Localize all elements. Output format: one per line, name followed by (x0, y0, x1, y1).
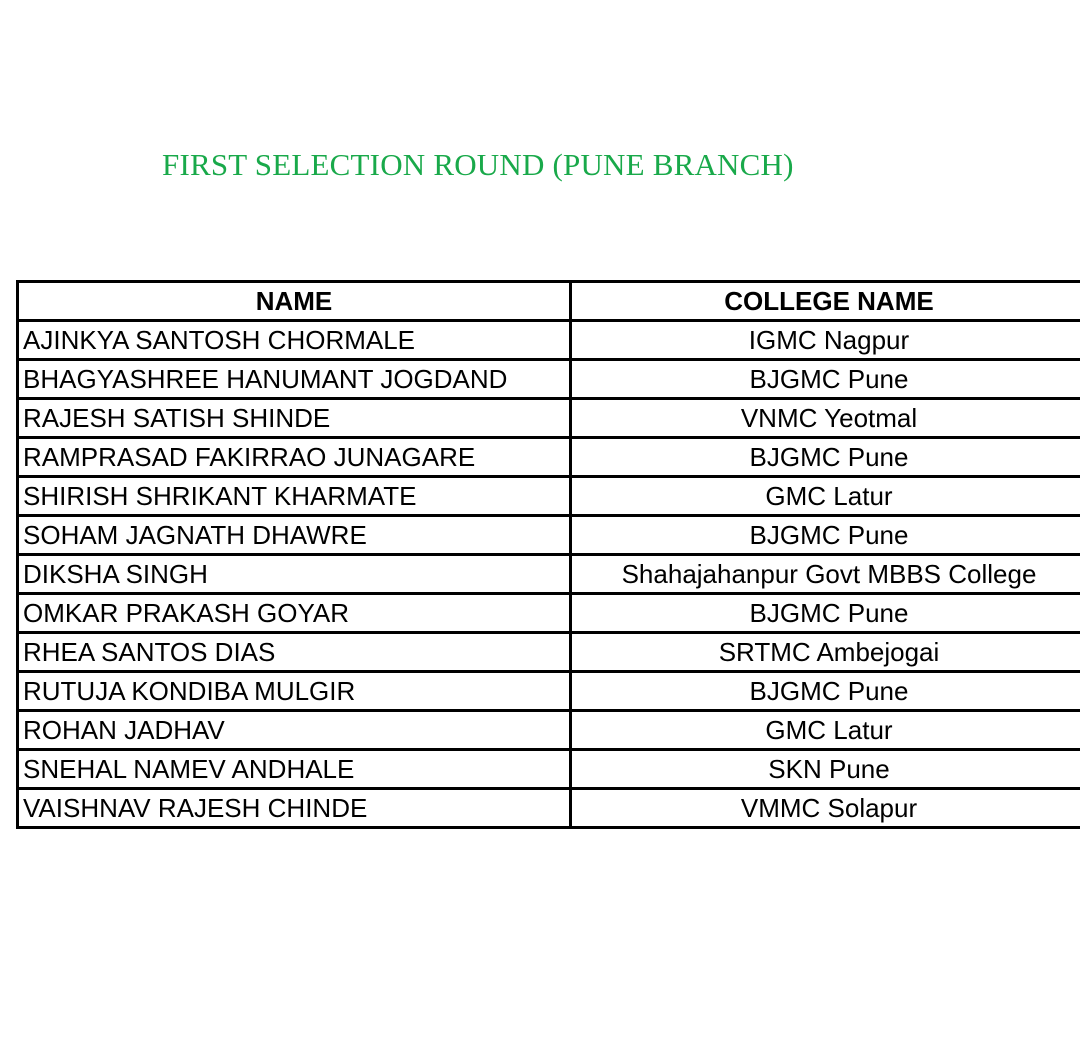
student-name-cell: RUTUJA KONDIBA MULGIR (18, 672, 571, 711)
college-name-cell: BJGMC Pune (571, 438, 1080, 477)
table-row (18, 516, 1080, 555)
college-name-cell: BJGMC Pune (571, 360, 1080, 399)
selection-table (16, 280, 1080, 829)
table-row (18, 672, 1080, 711)
selection-table-container (16, 280, 1080, 829)
student-name-cell: OMKAR PRAKASH GOYAR (18, 594, 571, 633)
college-name-cell: GMC Latur (571, 711, 1080, 750)
table-row (18, 477, 1080, 516)
college-name-cell: SKN Pune (571, 750, 1080, 789)
header-college-name: COLLEGE NAME (571, 282, 1080, 321)
college-name-cell: Shahajahanpur Govt MBBS College (571, 555, 1080, 594)
college-name-cell: VNMC Yeotmal (571, 399, 1080, 438)
college-name-cell: IGMC Nagpur (571, 321, 1080, 360)
table-header-row (18, 282, 1080, 321)
student-name-cell: BHAGYASHREE HANUMANT JOGDAND (18, 360, 571, 399)
table-row (18, 633, 1080, 672)
table-row (18, 711, 1080, 750)
table-row (18, 789, 1080, 828)
student-name-cell: SOHAM JAGNATH DHAWRE (18, 516, 571, 555)
student-name-cell: RHEA SANTOS DIAS (18, 633, 571, 672)
student-name-cell: RAJESH SATISH SHINDE (18, 399, 571, 438)
student-name-cell: SHIRISH SHRIKANT KHARMATE (18, 477, 571, 516)
table-row (18, 438, 1080, 477)
table-row (18, 321, 1080, 360)
table-row (18, 360, 1080, 399)
document-title: FIRST SELECTION ROUND (PUNE BRANCH) (162, 147, 794, 182)
table-row (18, 594, 1080, 633)
college-name-cell: BJGMC Pune (571, 516, 1080, 555)
college-name-cell: SRTMC Ambejogai (571, 633, 1080, 672)
table-row (18, 399, 1080, 438)
student-name-cell: AJINKYA SANTOSH CHORMALE (18, 321, 571, 360)
college-name-cell: GMC Latur (571, 477, 1080, 516)
table-row (18, 555, 1080, 594)
college-name-cell: BJGMC Pune (571, 672, 1080, 711)
college-name-cell: BJGMC Pune (571, 594, 1080, 633)
student-name-cell: RAMPRASAD FAKIRRAO JUNAGARE (18, 438, 571, 477)
student-name-cell: VAISHNAV RAJESH CHINDE (18, 789, 571, 828)
college-name-cell: VMMC Solapur (571, 789, 1080, 828)
table-row (18, 750, 1080, 789)
student-name-cell: DIKSHA SINGH (18, 555, 571, 594)
header-name: NAME (18, 282, 571, 321)
student-name-cell: ROHAN JADHAV (18, 711, 571, 750)
student-name-cell: SNEHAL NAMEV ANDHALE (18, 750, 571, 789)
